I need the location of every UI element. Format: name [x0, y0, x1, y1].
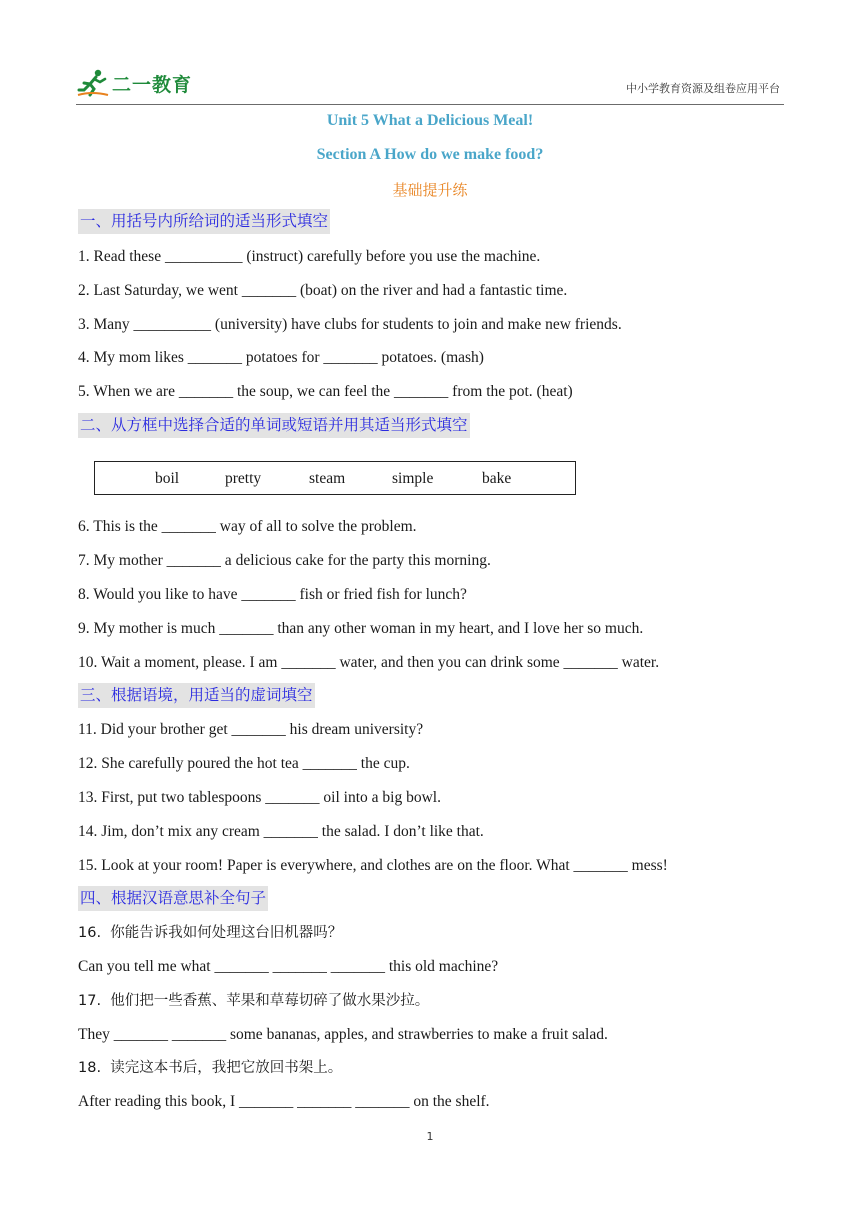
question-4: 4. My mom likes _______ potatoes for _______ potatoes. (mash) [78, 349, 484, 366]
question-7: 7. My mother _______ a delicious cake for the party this morning. [78, 552, 491, 569]
question-8: 8. Would you like to have _______ fish or fried fish for lunch? [78, 586, 467, 603]
question-6: 6. This is the _______ way of all to solve the problem. [78, 518, 417, 535]
logo [76, 68, 192, 98]
section-heading-3: 三、根据语境，用适当的虚词填空 [78, 683, 315, 708]
question-16-english: Can you tell me what _______ _______ _______ this old machine? [78, 958, 499, 975]
section-heading-2: 二、从方框中选择合适的单词或短语并用其适当形式填空 [78, 413, 470, 438]
section-heading-4: 四、根据汉语意思补全句子 [78, 886, 268, 911]
platform-label: 中小学教育资源及组卷应用平台 [626, 82, 780, 95]
word-box-item: simple [392, 470, 434, 487]
word-box-item: steam [309, 470, 346, 487]
question-18-chinese: 18. 读完这本书后，我把它放回书架上。 [78, 1060, 343, 1076]
question-16-chinese: 16. 你能告诉我如何处理这台旧机器吗？ [78, 925, 343, 941]
word-box [94, 461, 576, 495]
word-box-item: bake [482, 470, 512, 487]
question-9: 9. My mother is much _______ than any other woman in my heart, and I love her so much. [78, 620, 644, 637]
section-heading-1: 一、用括号内所给词的适当形式填空 [78, 209, 330, 234]
question-12: 12. She carefully poured the hot tea _______ the cup. [78, 755, 410, 772]
unit-title: Unit 5 What a Delicious Meal! [326, 112, 534, 129]
question-18-english: After reading this book, I _______ _______ _______ on the shelf. [78, 1093, 490, 1110]
word-box-item: boil [155, 470, 180, 487]
section-title: Section A How do we make food? [316, 146, 544, 163]
question-14: 14. Jim, don’t mix any cream _______ the salad. I don’t like that. [78, 823, 484, 840]
word-box-item: pretty [225, 470, 262, 487]
page-number: 1 [426, 1130, 434, 1143]
question-13: 13. First, put two tablespoons _______ oil into a big bowl. [78, 789, 441, 806]
question-17-chinese: 17. 他们把一些香蕉、苹果和草莓切碎了做水果沙拉。 [78, 993, 430, 1009]
question-3: 3. Many __________ (university) have clubs for students to join and make new friends. [78, 316, 622, 333]
question-11: 11. Did your brother get _______ his dream university? [78, 721, 424, 738]
question-17-english: They _______ _______ some bananas, apples, and strawberries to make a fruit salad. [78, 1026, 608, 1043]
practice-title: 基础提升练 [392, 181, 468, 199]
question-2: 2. Last Saturday, we went _______ (boat) on the river and had a fantastic time. [78, 282, 568, 299]
logo-text: 二一教育 [112, 73, 193, 96]
question-1: 1. Read these __________ (instruct) carefully before you use the machine. [78, 248, 541, 265]
running-figure-icon [76, 68, 110, 98]
question-15: 15. Look at your room! Paper is everywhere, and clothes are on the floor. What _______ mess! [78, 857, 668, 874]
question-10: 10. Wait a moment, please. I am _______ water, and then you can drink some _______ water. [78, 654, 660, 671]
page-header [76, 64, 784, 105]
question-5: 5. When we are _______ the soup, we can feel the _______ from the pot. (heat) [78, 383, 573, 400]
